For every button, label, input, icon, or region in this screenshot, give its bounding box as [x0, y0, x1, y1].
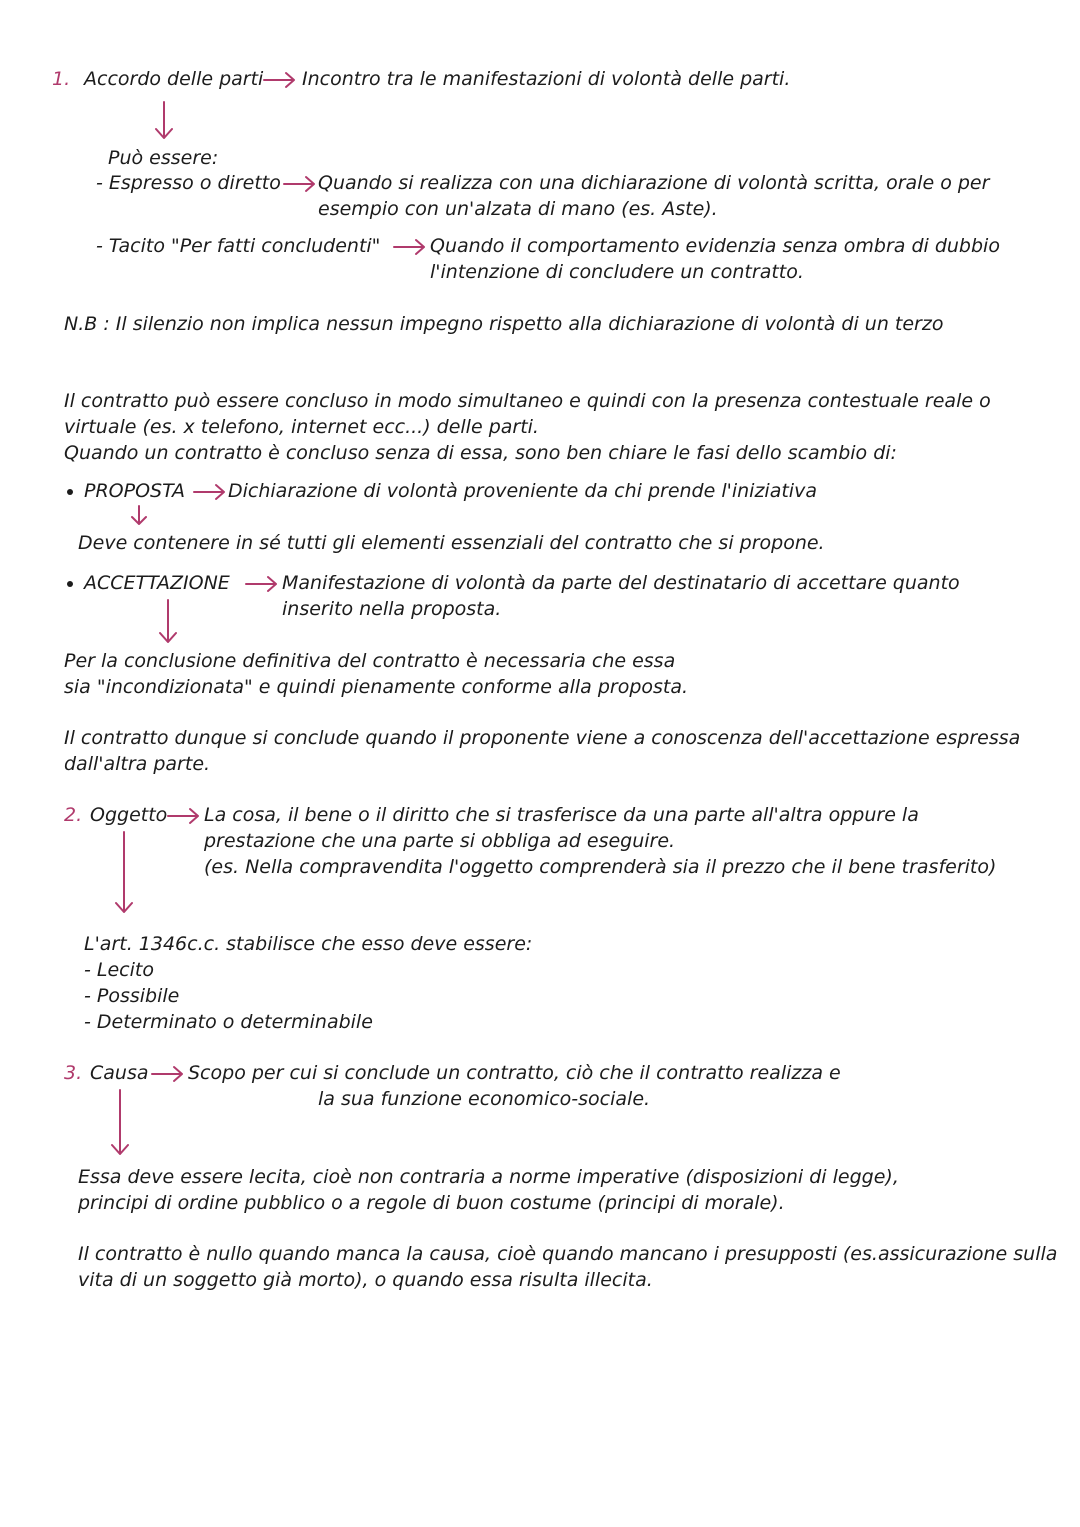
tacit-definition-line1: Quando il comportamento evidenzia senza ombra di dubbio [430, 235, 1000, 257]
accettazione-definition-line1: Manifestazione di volontà da parte del destinatario di accettare quanto [282, 572, 960, 594]
accettazione-note-line2: sia "incondizionata" e quindi pienamente conforme alla proposta. [64, 676, 689, 698]
right-arrow-icon [392, 237, 428, 257]
causa-para1-line1: Essa deve essere lecita, cioè non contraria a norme imperative (disposizioni di legge), [78, 1166, 899, 1188]
proposta-label: PROPOSTA [84, 480, 185, 502]
section3-definition-line1: Scopo per cui si conclude un contratto, ciò che il contratto realizza e [188, 1062, 841, 1084]
tacit-definition-line2: l'intenzione di concludere un contratto. [430, 261, 804, 283]
right-arrow-icon [192, 482, 228, 502]
causa-para2-line2: vita di un soggetto già morto), o quando essa risulta illecita. [78, 1269, 653, 1291]
section2-definition-line2: prestazione che una parte si obbliga ad eseguire. [204, 830, 676, 852]
right-arrow-icon [150, 1064, 186, 1084]
right-arrow-icon [244, 574, 280, 594]
right-arrow-icon [262, 70, 298, 90]
conclusion-para-line1: Il contratto può essere concluso in modo simultaneo e quindi con la presenza contestuale reale o [64, 390, 991, 412]
section3-number: 3. [64, 1062, 83, 1084]
nota-bene: N.B : Il silenzio non implica nessun impegno rispetto alla dichiarazione di volontà di un terzo [64, 313, 944, 335]
section1-heading: Accordo delle parti [84, 68, 264, 90]
conclusion-para-line2: virtuale (es. x telefono, internet ecc...) delle parti. [64, 416, 539, 438]
bullet-dot [67, 489, 73, 495]
down-arrow-icon [112, 830, 136, 916]
final-para-line1: Il contratto dunque si conclude quando il proponente viene a conoscenza dell'accettazione espressa [64, 727, 1021, 749]
final-para-line2: dall'altra parte. [64, 753, 211, 775]
accettazione-definition-line2: inserito nella proposta. [282, 598, 502, 620]
section3-heading: Causa [90, 1062, 149, 1084]
bullet-dot [67, 581, 73, 587]
requirement-determinato: - Determinato o determinabile [84, 1011, 373, 1033]
conclusion-para-line3: Quando un contratto è concluso senza di essa, sono ben chiare le fasi dello scambio di: [64, 442, 897, 464]
right-arrow-icon [282, 174, 318, 194]
down-arrow-icon [156, 598, 180, 646]
requirement-lecito: - Lecito [84, 959, 154, 981]
section1-number: 1. [52, 68, 71, 90]
article-intro: L'art. 1346c.c. stabilisce che esso deve essere: [84, 933, 533, 955]
express-definition-line2: esempio con un'alzata di mano (es. Aste). [318, 198, 718, 220]
section3-definition-line2: la sua funzione economico-sociale. [318, 1088, 651, 1110]
requirement-possibile: - Possibile [84, 985, 180, 1007]
section2-example: (es. Nella compravendita l'oggetto comprenderà sia il prezzo che il bene trasferito) [204, 856, 997, 878]
section1-intro: Può essere: [108, 147, 219, 169]
proposta-definition: Dichiarazione di volontà proveniente da chi prende l'iniziativa [228, 480, 817, 502]
express-definition-line1: Quando si realizza con una dichiarazione di volontà scritta, orale o per [318, 172, 990, 194]
down-arrow-icon [128, 504, 150, 528]
express-label: - Espresso o diretto [96, 172, 281, 194]
causa-para2-line1: Il contratto è nullo quando manca la causa, cioè quando mancano i presupposti (es.assicurazione sulla [78, 1243, 1058, 1265]
causa-para1-line2: principi di ordine pubblico o a regole di buon costume (principi di morale). [78, 1192, 785, 1214]
section1-definition: Incontro tra le manifestazioni di volontà delle parti. [302, 68, 791, 90]
section2-definition-line1: La cosa, il bene o il diritto che si trasferisce da una parte all'altra oppure la [204, 804, 919, 826]
section2-number: 2. [64, 804, 83, 826]
tacit-label: - Tacito "Per fatti concludenti" [96, 235, 381, 257]
down-arrow-icon [152, 100, 176, 142]
proposta-note: Deve contenere in sé tutti gli elementi essenziali del contratto che si propone. [78, 532, 825, 554]
down-arrow-icon [108, 1088, 132, 1158]
accettazione-note-line1: Per la conclusione definitiva del contratto è necessaria che essa [64, 650, 676, 672]
right-arrow-icon [166, 806, 202, 826]
accettazione-label: ACCETTAZIONE [84, 572, 230, 594]
section2-heading: Oggetto [90, 804, 168, 826]
